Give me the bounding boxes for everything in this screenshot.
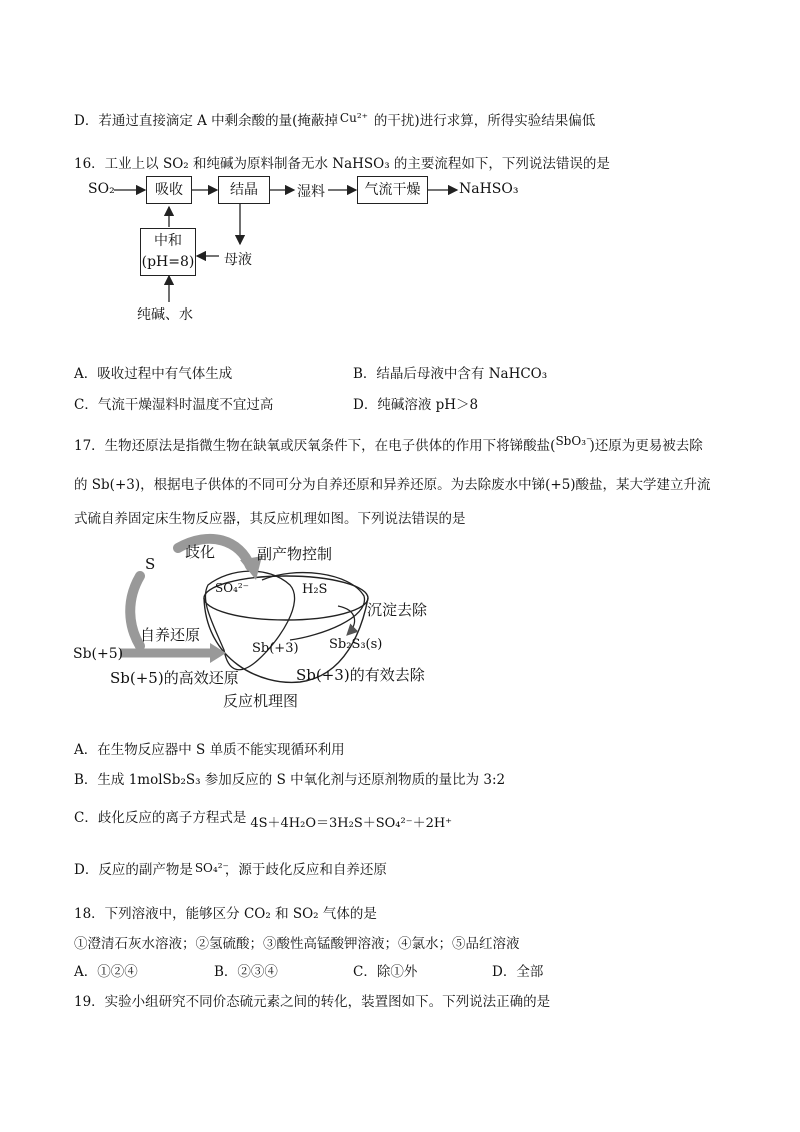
diagram-sb5-efficient-label: Sb(+5)的高效还原 [110,669,239,687]
q18-option-d: D．全部 [492,964,544,980]
flow-neutralize-line2: (pH=8) [141,254,195,270]
q18-option-b: B．②③④ [214,964,278,980]
q17-option-d-ion: SO₄²⁻ [194,861,229,875]
diagram-precip-label: 沉淀去除 [367,601,428,619]
q17-option-d-pre: D．反应的副产物是 [74,862,193,878]
q16-option-b: B．结晶后母液中含有 NaHCO₃ [353,366,548,382]
q16-option-c: C．气流干燥湿料时温度不宜过高 [74,397,274,413]
q17-option-d [74,858,387,878]
q17-stem-1-post: )还原为更易被去除 [589,438,703,454]
q15-option-d-post: 的干扰)进行求算，所得实验结果偏低 [373,113,596,129]
q17-stem-line2: 的 Sb(+3)，根据电子供体的不同可分为自养还原和异养还原。为去除废水中锑(+5)酸盐，某大学建立升流 [74,477,711,493]
diagram-autotroph-label: 自养还原 [140,626,201,644]
diagram-so4-label: SO₄²⁻ [215,581,250,595]
diagram-s-label: S [145,555,156,573]
q18-option-a: A．①②④ [74,964,138,980]
q18-stem: 18．下列溶液中，能够区分 CO₂ 和 SO₂ 气体的是 [74,906,377,922]
q17-stem-1-pre: 17．生物还原法是指微生物在缺氧或厌氧条件下，在电子供体的作用下将锑酸盐( [74,438,556,454]
flow-wet-label: 湿料 [297,184,325,200]
diagram-disproportion-label: 歧化 [185,543,216,561]
q17-stem-line3: 式硫自养固定床生物反应器，其反应机理如图。下列说法错误的是 [74,511,466,527]
q17-option-d-post: ，源于歧化反应和自养还原 [224,862,387,878]
diagram-h2s-label: H₂S [302,582,328,597]
q15-option-d-pre: D．若通过直接滴定 A 中剩余酸的量(掩蔽掉 [74,113,338,129]
q16-option-d: D．纯碱溶液 pH＞8 [353,397,479,413]
q18-list: ①澄清石灰水溶液；②氢硫酸；③酸性高锰酸钾溶液；④氯水；⑤品红溶液 [74,936,520,952]
q16-option-a: A．吸收过程中有气体生成 [74,366,233,382]
diagram-sb5-label: Sb(+5) [73,646,124,662]
flow-product-label: NaHSO₃ [459,181,519,197]
flow-soda-water-label: 纯碱、水 [137,307,193,323]
flow-absorb-box: 吸收 [146,176,192,204]
q17-sbo3-ion: SbO₃⁻ [555,434,593,448]
q17-option-c-pre: C．歧化反应的离子方程式是 [74,810,247,826]
flow-neutralize-line1: 中和 [154,233,182,249]
diagram-sb3-label: Sb(+3) [252,641,299,656]
diagram-sb3-effective-label: Sb(+3)的有效去除 [296,666,425,684]
diagram-byproduct-label: 副产物控制 [257,545,333,563]
q15-cu-ion: Cu²⁺ [339,111,368,125]
q17-option-a: A．在生物反应器中 S 单质不能实现循环利用 [74,742,345,758]
diagram-sb2s3-label: Sb₂S₃(s) [329,637,383,652]
flow-so2-label: SO₂ [88,181,115,197]
q19-stem: 19．实验小组研究不同价态硫元素之间的转化，装置图如下。下列说法正确的是 [74,994,551,1010]
q17-option-c-equation: 4S＋4H₂O＝3H₂S＋SO₄²⁻＋2H⁺ [250,816,453,831]
diagram-caption: 反应机理图 [223,692,299,710]
flow-mother-liquor-label: 母液 [224,252,252,268]
flow-dry-box: 气流干燥 [357,176,428,204]
flow-crystallize-box: 结晶 [218,176,270,204]
q18-option-c: C．除①外 [353,964,418,980]
q17-option-c [74,806,466,831]
q17-option-b: B．生成 1molSb₂S₃ 参加反应的 S 中氧化剂与还原剂物质的量比为 3:2 [74,772,506,788]
q16-stem: 16．工业上以 SO₂ 和纯碱为原料制备无水 NaHSO₃ 的主要流程如下，下列说法错误的是 [74,156,610,172]
